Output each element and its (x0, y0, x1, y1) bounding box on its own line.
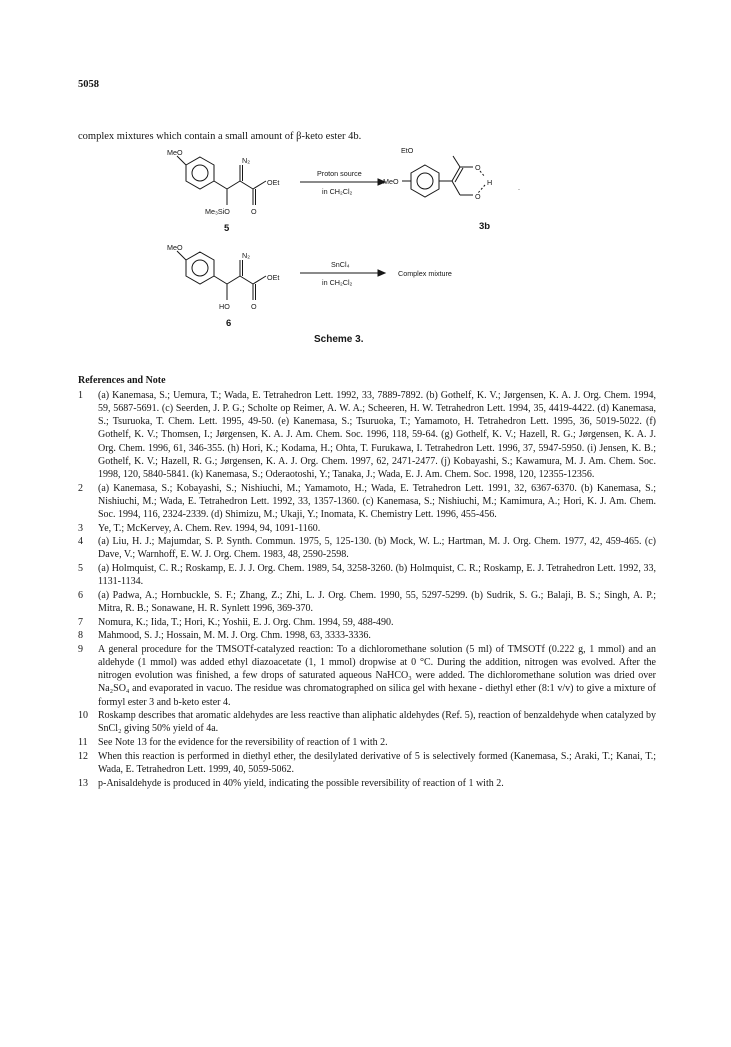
reference-text: See Note 13 for the evidence for the reversibility of reaction of 1 with 2. (98, 737, 388, 749)
methoxy-label-3b: MeO (383, 177, 399, 186)
reference-item (78, 736, 656, 749)
reference-text: A general procedure for the TMSOTf-catalyzed reaction: To a dichloromethane solution (5 ml) of TMSOTf (0.222 g, 1 mmol) and an aldehyde (1 mmol) was added ethyl diazoacetate (1, 1 mmol) dropwise at 0 °C. During the addition, nitrogen was evolved. After the nitrogen evolution was finished, a few drops of saturated aqueous NaHCO₃ were added. The dichloromethane solution was dried over Na₂SO₄ and evaporated in vacuo. The residue was chromatographed on silica gel with hexane - diethyl ether (8:1 v/v) to give a mixture of formyl ester 3 and b-keto ester 4. (98, 643, 656, 708)
ester-label-6: OEt (267, 273, 280, 282)
reference-item (78, 709, 656, 735)
reference-number: 6 (78, 589, 83, 601)
silyl-ether-label-5: Me₃SiO (205, 207, 230, 216)
reference-item (78, 589, 656, 615)
reference-number: 10 (78, 710, 88, 722)
reference-number: 12 (78, 750, 88, 762)
diazo-label-6: N₂ (242, 251, 250, 260)
reference-text: (a) Liu, H. J.; Majumdar, S. P. Synth. Commun. 1975, 5, 125-130. (b) Mock, W. L.; Hartman, M. J. Org. Chem. 1977, 42, 459-465. (c) Dave, V.; Warnhoff, E. W. J. Org. Chem. 1983, 48, 2590-2598. (98, 536, 656, 561)
benzene-ring-reactant-6 (186, 252, 214, 284)
compound-label-6: 6 (226, 318, 232, 329)
compound-label-5: 5 (224, 223, 230, 234)
trailing-period: . (518, 183, 520, 192)
reference-item (78, 562, 656, 588)
carbonyl-label-5: O (251, 207, 257, 216)
reference-number: 7 (78, 616, 83, 628)
reference-number: 3 (78, 522, 83, 534)
page-number: 5058 (78, 79, 99, 90)
reference-item (78, 750, 656, 776)
methoxy-label-5: MeO (167, 148, 183, 157)
scheme-caption: Scheme 3. (314, 334, 364, 345)
reference-item (78, 482, 656, 521)
reference-text: (a) Kanemasa, S.; Kobayashi, S.; Nishiuchi, M.; Yamamoto, H.; Wada, E. Tetrahedron Lett. 1991, 32, 6367-6370. (b) Kanemasa, S.; Nishiuchi, M.; Wada, E. Tetrahedron Lett. 1992, 33, 1357-1360. (c) Kanemasa, S.; Nishiuchi, M.; Kamimura, A.; Hori, K. J. Am. Chem. Soc. 1994, 116, 2324-2339. (d) Shimizu, M.; Ukaji, Y.; Inomata, K. Chemistry Lett. 1996, 455-456. (98, 482, 656, 520)
reference-text: (a) Padwa, A.; Hornbuckle, S. F.; Zhang, Z.; Zhi, L. J. Org. Chem. 1990, 55, 5297-5299. (b) Sudrik, S. G.; Balaji, B. S.; Singh, A. P.; Mitra, R. B.; Sonawane, H. R. Synlett 1996, 369-370. (98, 589, 656, 614)
reference-text: Roskamp describes that aromatic aldehydes are less reactive than aliphatic aldehydes (Ref. 5), reaction of benzaldehyde when catalyzed by SnCl₂ giving 50% yield of 4a. (98, 710, 656, 735)
references-list (78, 389, 656, 790)
hydroxy-label-6: HO (219, 302, 230, 311)
reference-text: Ye, T.; McKervey, A. Chem. Rev. 1994, 94, 1091-1160. (98, 522, 321, 534)
reference-number: 9 (78, 643, 83, 655)
reference-number: 13 (78, 777, 88, 789)
reference-text: (a) Kanemasa, S.; Uemura, T.; Wada, E. Tetrahedron Lett. 1992, 33, 7889-7892. (b) Gothelf, K. V.; Jørgensen, K. A. J. Org. Chem. 1994, 59, 5687-5691. (c) Seerden, J. P. G.; Scholte op Reimer, A. W. A.; Scheeren, H. W. Tetrahedron Lett. 1994, 35, 4419-4422. (d) Kanemasa, S.; Tsuruoka, T. Chem. Lett. 1995, 49-50. (e) Kanemasa, S.; Tsuruoka, T.; Yamamoto, H. Tetrahedron Lett. 1995, 36, 5019-5022. (f) Gothelf, K. V.; Thomsen, I.; Jørgensen, K. A. J. Am. Chem. Soc. 1996, 118, 59-64. (g) Gothelf, K. V.; Hazell, R. G.; Jørgensen, K. A. J. Org. Chem. 1996, 61, 346-355. (h) Hori, K.; Kodama, H.; Ohta, T. Furukawa, I. Tetrahedron Lett. 1996, 37, 5947-5950. (i) Jensen, K. B.; Gothelf, K. V.; Hazell, R. G.; Jørgensen, K. A. J. Org. Chem. 1997, 62, 2471-2477. (j) Kobayashi, S.; Kawamura, M. J. Am. Chem. Soc. 1998, 120, 5840-5841. (k) Kanemasa, S.; Oderaotoshi, Y.; Tanaka, J.; Wada, E. J. Am. Chem. Soc. 1998, 120, 12355-12356. (98, 390, 656, 480)
reference-number: 5 (78, 563, 83, 575)
reference-item (78, 522, 656, 535)
reference-item (78, 616, 656, 629)
enol-oxygen-label-3b: O (475, 192, 481, 201)
compound-label-3b: 3b (479, 221, 491, 232)
benzene-ring-product-3b (411, 165, 439, 197)
reference-item (78, 389, 656, 481)
reagent-bottom-below: in CH₂Cl₂ (322, 278, 353, 287)
reference-item (78, 643, 656, 709)
carbonyl-label-6: O (251, 302, 257, 311)
reagent-top-below: in CH₂Cl₂ (322, 187, 353, 196)
reference-text: (a) Holmquist, C. R.; Roskamp, E. J. J. Org. Chem. 1989, 54, 3258-3260. (b) Holmquist, C. R.; Roskamp, E. J. Tetrahedron Lett. 1992, 33, 1131-1134. (98, 563, 656, 588)
reference-text: Nomura, K.; Iida, T.; Hori, K.; Yoshii, E. J. Org. Chm. 1994, 59, 488-490. (98, 616, 394, 628)
intro-sentence: complex mixtures which contain a small amount of β-keto ester 4b. (78, 131, 362, 142)
reference-item (78, 535, 656, 561)
reagent-top-above: Proton source (317, 169, 362, 178)
reference-item (78, 629, 656, 642)
benzene-ring-reactant-5 (186, 157, 214, 189)
ester-label-5: OEt (267, 178, 280, 187)
diazo-label-5: N₂ (242, 156, 250, 165)
complex-mixture-label: Complex mixture (398, 269, 452, 278)
reference-number: 8 (78, 630, 83, 642)
references-heading: References and Note (78, 375, 166, 386)
reference-number: 1 (78, 390, 83, 401)
methoxy-label-6: MeO (167, 243, 183, 252)
reference-text: When this reaction is performed in diethyl ether, the desilylated derivative of 5 is selectively formed (Kanemasa, S.; Araki, T.; Kanai, T.; Wada, E. Tetrahedron Lett. 1999, 40, 5059-5062. (98, 750, 656, 775)
reference-number: 2 (78, 482, 83, 494)
reagent-bottom-above: SnCl₄ (331, 260, 350, 269)
reference-item (78, 777, 656, 790)
reference-text: Mahmood, S. J.; Hossain, M. M. J. Org. Chm. 1998, 63, 3333-3336. (98, 630, 371, 642)
reference-number: 4 (78, 536, 83, 548)
reference-text: p-Anisaldehyde is produced in 40% yield, indicating the possible reversibility of reaction of 1 with 2. (98, 777, 504, 789)
ethoxy-label-3b: EtO (401, 146, 414, 155)
scheme-3-diagram (150, 143, 610, 363)
reference-number: 11 (78, 737, 88, 749)
carbonyl-label-3b: O (475, 163, 481, 172)
hydrogen-label-3b: H (487, 178, 493, 187)
